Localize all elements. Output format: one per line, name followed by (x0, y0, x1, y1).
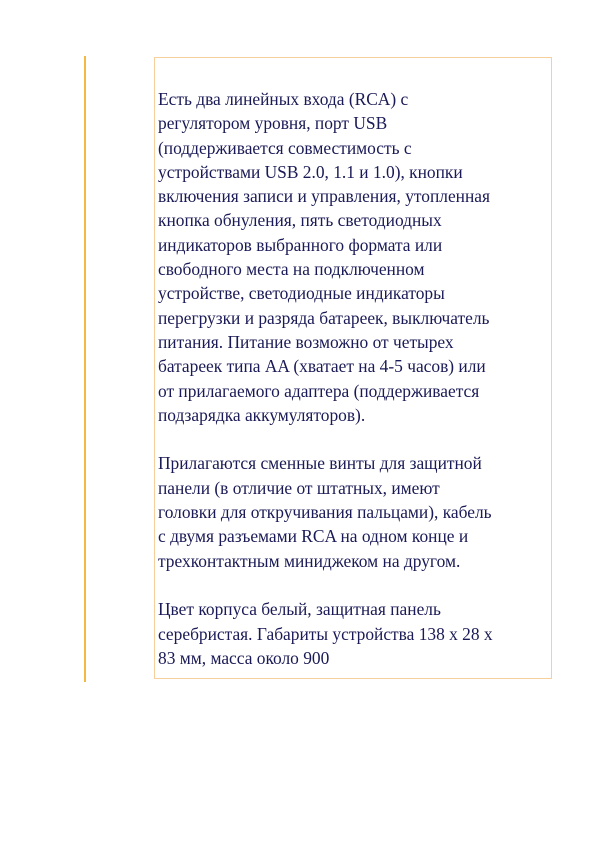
text-line: включения записи и управления, утопленная (158, 186, 490, 207)
text-line: панели (в отличие от штатных, имеют (158, 477, 440, 498)
text-line: батареек типа AA (хватает на 4-5 часов) или (158, 356, 486, 377)
text-line: индикаторов выбранного формата или (158, 234, 443, 255)
text-line: Цвет корпуса белый, защитная панель (158, 599, 441, 620)
text-line: устройствами USB 2.0, 1.1 и 1.0), кнопки (158, 161, 463, 182)
text-line: Есть два линейных входа (RCA) с (158, 89, 409, 109)
text-line: кнопка обнуления, пять светодиодных (158, 210, 442, 231)
left-margin-rule (84, 56, 86, 682)
text-line: Прилагаются сменные винты для защитной (158, 453, 482, 474)
text-line: (поддерживается совместимость с (158, 137, 412, 158)
paragraph-device-features (158, 87, 550, 427)
text-line: подзарядка аккумуляторов). (158, 404, 366, 425)
text-line: с двумя разъемами RCA на одном конце и (158, 526, 469, 547)
text-line: устройстве, светодиодные индикаторы (158, 283, 445, 304)
text-line: от прилагаемого адаптера (поддерживается (158, 380, 480, 401)
text-line: головки для откручивания пальцами), кабель (158, 502, 492, 523)
text-line: регулятором уровня, порт USB (158, 113, 388, 134)
text-line: серебристая. Габариты устройства 138 х 28 х (158, 623, 493, 644)
paragraph-accessories (158, 451, 550, 572)
text-line: 83 мм, масса около 900 (158, 647, 330, 668)
text-line: питания. Питание возможно от четырех (158, 331, 454, 352)
paragraph-dimensions (158, 597, 550, 670)
text-line: перегрузки и разряда батареек, выключатель (158, 307, 490, 328)
text-line: свободного места на подключенном (158, 259, 425, 280)
text-body (158, 87, 550, 694)
text-line: трехконтактным миниджеком на другом. (158, 550, 461, 571)
